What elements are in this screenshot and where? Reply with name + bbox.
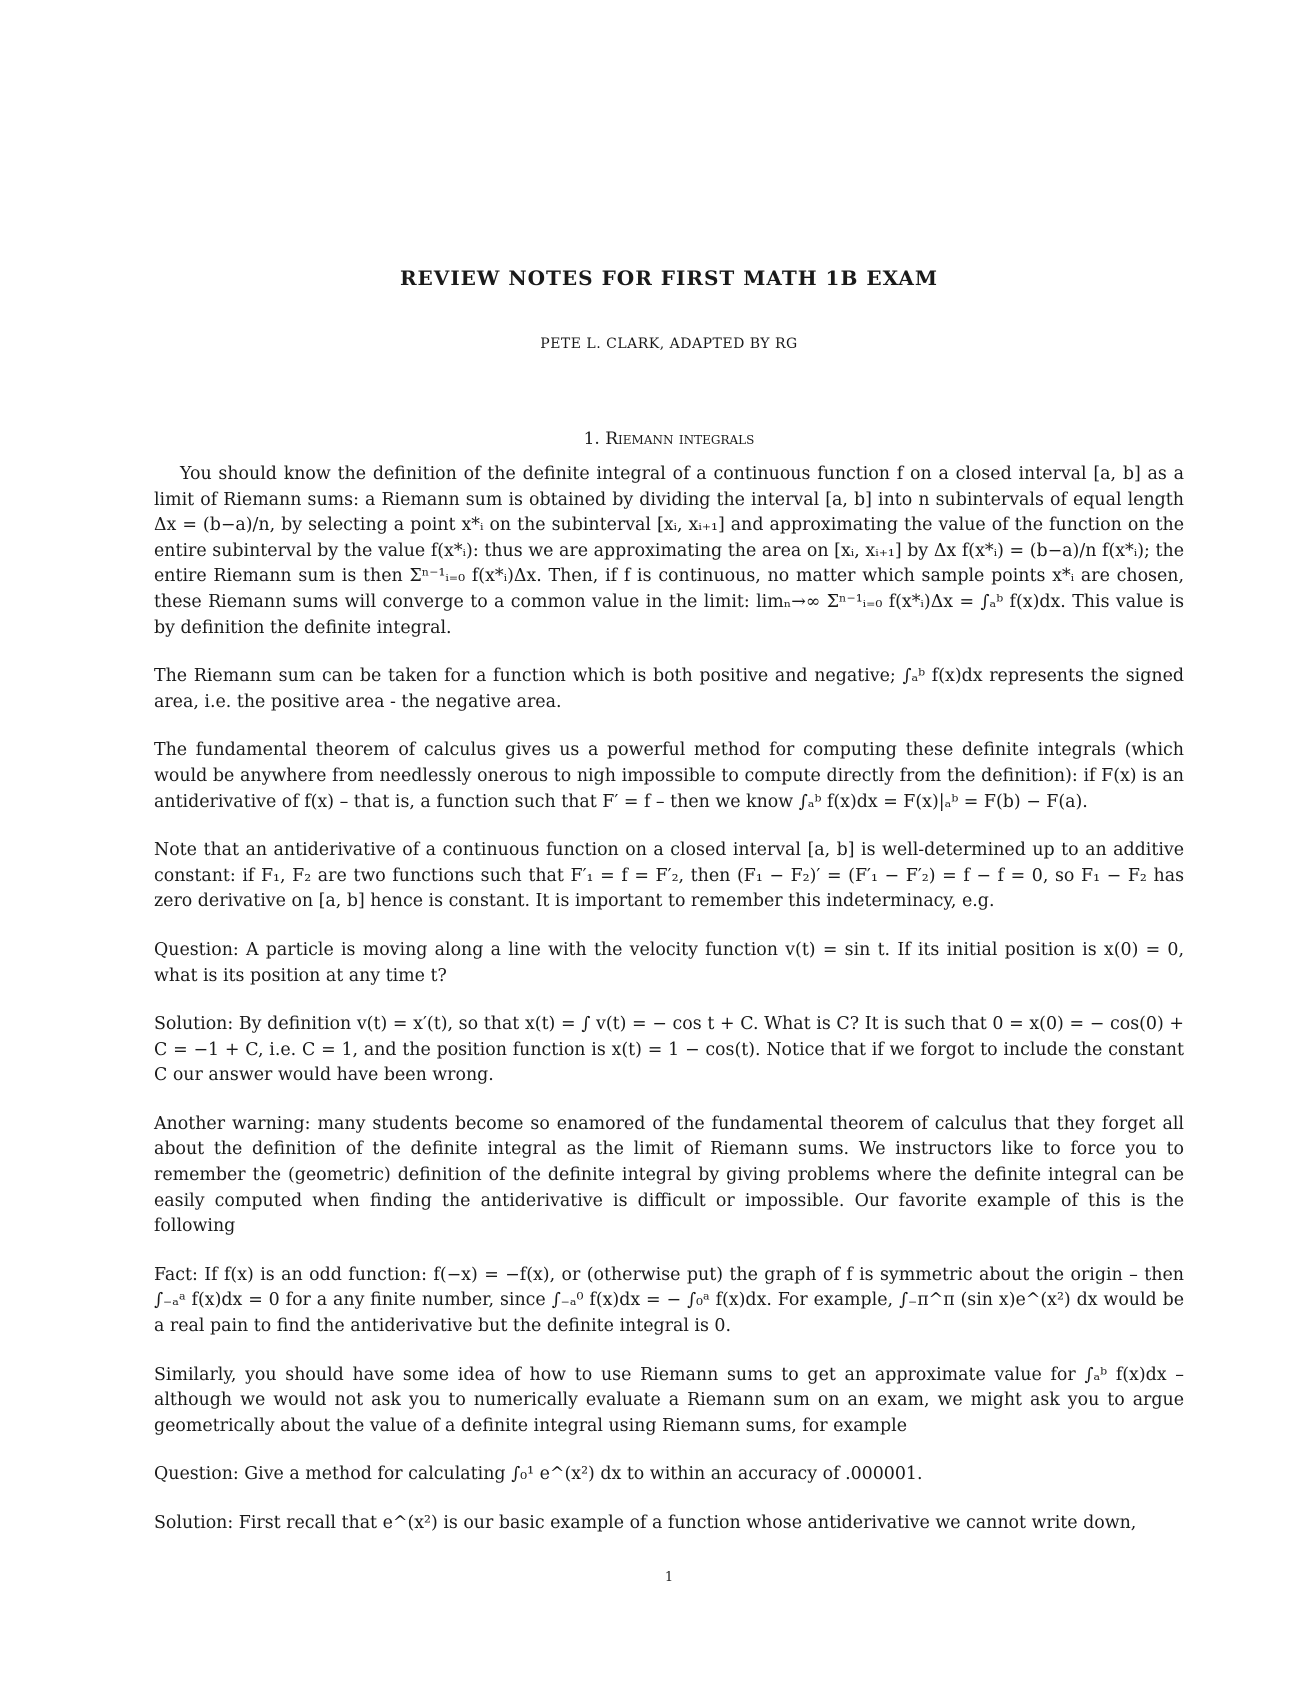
paragraph-question-particle: Question: A particle is moving along a line with the velocity function v(t) = sin t. If its initial position is x(0) = 0, what is its position at any time t?: [154, 939, 1184, 986]
paragraph-approximation: Similarly, you should have some idea of how to use Riemann sums to get an approximate value for ∫ₐᵇ f(x)dx – although we would not ask you to numerically evaluate a Riemann sum on an exam, we might ask you to argue geometrically about the value of a definite integral using Riemann sums, for example: [154, 1364, 1184, 1436]
paper-title: REVIEW NOTES FOR FIRST MATH 1B EXAM: [399, 266, 939, 290]
paragraph-signed-area: The Riemann sum can be taken for a function which is both positive and negative; ∫ₐᵇ f(x)dx represents the signed area, i.e. the positive area - the negative area.: [154, 666, 1184, 712]
paragraph-antiderivative-constant: Note that an antiderivative of a continuous function on a closed interval [a, b] is well-determined up to an additive constant: if F₁, F₂ are two functions such that F′₁ = f = F′₂, then (F₁ − F₂)′ = (F′₁ − F′₂) = f − f = 0, so F₁ − F₂ has zero derivative on [a, b] hence is constant. It is important to remember this indeterminacy, e.g.: [154, 840, 1184, 912]
paragraph-warning: Another warning: many students become so enamored of the fundamental theorem of calculus that they forget all about the definition of the definite integral as the limit of Riemann sums. We instructors like to force you to remember the (geometric) definition of the definite integral by giving problems where the definite integral can be easily computed when finding the antiderivative is difficult or impossible. Our favorite example of this is the following: [154, 1113, 1184, 1237]
paragraph-solution-accuracy: Solution: First recall that e^(x²) is our basic example of a function whose antiderivative we cannot write down,: [154, 1513, 1137, 1533]
paragraph-riemann-definition: You should know the definition of the definite integral of a continuous function f on a closed interval [a, b] as a limit of Riemann sums: a Riemann sum is obtained by dividing the interval [a, b] into n subintervals of equal length Δx = (b−a)/n, by selecting a point x*ᵢ on the subinterval [xᵢ, xᵢ₊₁] and approximating the value of the function on the entire subinterval by the value f(x*ᵢ): thus we are approximating the area on [xᵢ, xᵢ₊₁] by Δx f(x*ᵢ) = (b−a)/n f(x*ᵢ); the entire Riemann sum is then Σⁿ⁻¹ᵢ₌₀ f(x*ᵢ)Δx. Then, if f is continuous, no matter which sample points x*ᵢ are chosen, these Riemann sums will converge to a common value in the limit: limₙ→∞ Σⁿ⁻¹ᵢ₌₀ f(x*ᵢ)Δx = ∫ₐᵇ f(x)dx. This value is by definition the definite integral.: [154, 464, 1184, 638]
body-text: [154, 462, 1184, 1560]
paragraph-question-accuracy: Question: Give a method for calculating ∫₀¹ e^(x²) dx to within an accuracy of .000001.: [154, 1464, 923, 1485]
paper-author: PETE L. CLARK, ADAPTED BY RG: [540, 336, 798, 352]
paragraph-fact-odd-function: Fact: If f(x) is an odd function: f(−x) = −f(x), or (otherwise put) the graph of f is symmetric about the origin – then ∫₋ₐᵃ f(x)dx = 0 for a any finite number, since ∫₋ₐ⁰ f(x)dx = − ∫₀ᵃ f(x)dx. For example, ∫₋π^π (sin x)e^(x²) dx would be a real pain to find the antiderivative but the definite integral is 0.: [154, 1264, 1184, 1337]
paragraph-solution-particle: Solution: By definition v(t) = x′(t), so that x(t) = ∫ v(t) = − cos t + C. What is C? It is such that 0 = x(0) = − cos(0) + C = −1 + C, i.e. C = 1, and the position function is x(t) = 1 − cos(t). Notice that if we forgot to include the constant C our answer would have been wrong.: [154, 1014, 1184, 1086]
document-page: [154, 0, 1184, 1692]
page-number: 1: [664, 1570, 674, 1585]
section-heading: 1. Riemann integrals: [583, 429, 755, 449]
paragraph-fundamental-theorem: The fundamental theorem of calculus gives us a powerful method for computing these definite integrals (which would be anywhere from needlessly onerous to nigh impossible to compute directly from the definition): if F(x) is an antiderivative of f(x) – that is, a function such that F′ = f – then we know ∫ₐᵇ f(x)dx = F(x)|ₐᵇ = F(b) − F(a).: [154, 740, 1184, 812]
